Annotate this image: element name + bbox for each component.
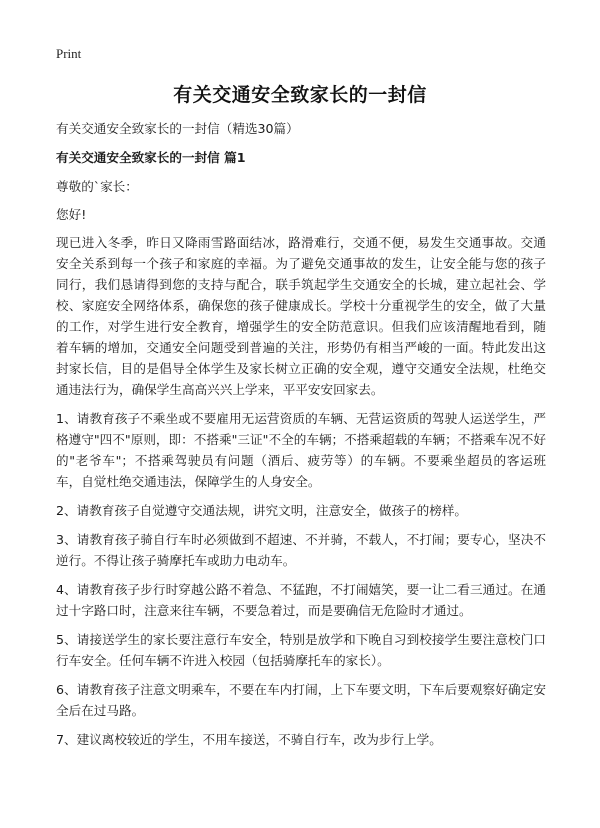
paragraph-item-4: 4、请教育孩子步行时穿越公路不着急、不猛跑，不打闹嬉笑，要一让二看三通过。在通过十字路口时，注意来往车辆，不要急着过，而是要确信无危险时才通过。	[56, 582, 546, 618]
paragraph-item-3: 3、请教育孩子骑自行车时必须做到不超速、不并骑，不载人，不打闹；要专心，坚决不逆行。不得让孩子骑摩托车或助力电动车。	[56, 532, 546, 568]
document-title: 有关交通安全致家长的一封信	[173, 84, 427, 106]
paragraph-item-1: 1、请教育孩子不乘坐或不要雇用无运营资质的车辆、无营运资质的驾驶人运送学生，严格遵守"四不"原则，即：不搭乘"三证"不全的车辆；不搭乘超载的车辆；不搭乘车况不好的"老爷车"；不搭乘驾驶员有问题（酒后、疲劳等）的车辆。不要乘坐超员的客运班车，自觉杜绝交通违法，保障学生的人身安全。	[56, 411, 546, 489]
document-subtitle: 有关交通安全致家长的一封信（精选30篇）	[56, 121, 299, 136]
document-body	[56, 118, 546, 758]
paragraph-item-2: 2、请教育孩子自觉遵守交通法规，讲究文明，注意安全，做孩子的榜样。	[56, 503, 468, 518]
greeting: 您好!	[56, 207, 87, 222]
paragraph-item-6: 6、请教育孩子注意文明乘车，不要在车内打闹，上下车要文明，下车后要观察好确定安全后在过马路。	[56, 682, 546, 718]
paragraph-item-7: 7、建议离校较近的学生，不用车接送，不骑自行车，改为步行上学。	[56, 732, 442, 747]
paragraph-item-5: 5、请接送学生的家长要注意行车安全，特别是放学和下晚自习到校接学生要注意校门口行车安全。任何车辆不许进入校园（包括骑摩托车的家长）。	[56, 632, 546, 668]
section-heading: 有关交通安全致家长的一封信 篇1	[56, 150, 246, 165]
print-link[interactable]: Print	[56, 46, 82, 61]
paragraph-intro: 现已进入冬季，昨日又降雨雪路面结冰，路滑难行，交通不便，易发生交通事故。交通安全关系到每一个孩子和家庭的幸福。为了避免交通事故的发生，让安全能与您的孩子同行，我们恳请得到您的支持与配合，联手筑起学生交通安全的长城，建立起社会、学校、家庭安全网络体系，确保您的孩子健康成长。学校十分重视学生的安全，做了大量的工作，对学生进行安全教育，增强学生的安全防范意识。但我们应该清醒地看到，随着车辆的增加，交通安全问题受到普遍的关注，形势仍有相当严峻的一面。特此发出这封家长信，目的是倡导全体学生及家长树立正确的安全观，遵守交通安全法规，杜绝交通违法行为，确保学生高高兴兴上学来，平平安安回家去。	[56, 235, 546, 397]
salutation: 尊敬的`家长：	[56, 179, 138, 194]
